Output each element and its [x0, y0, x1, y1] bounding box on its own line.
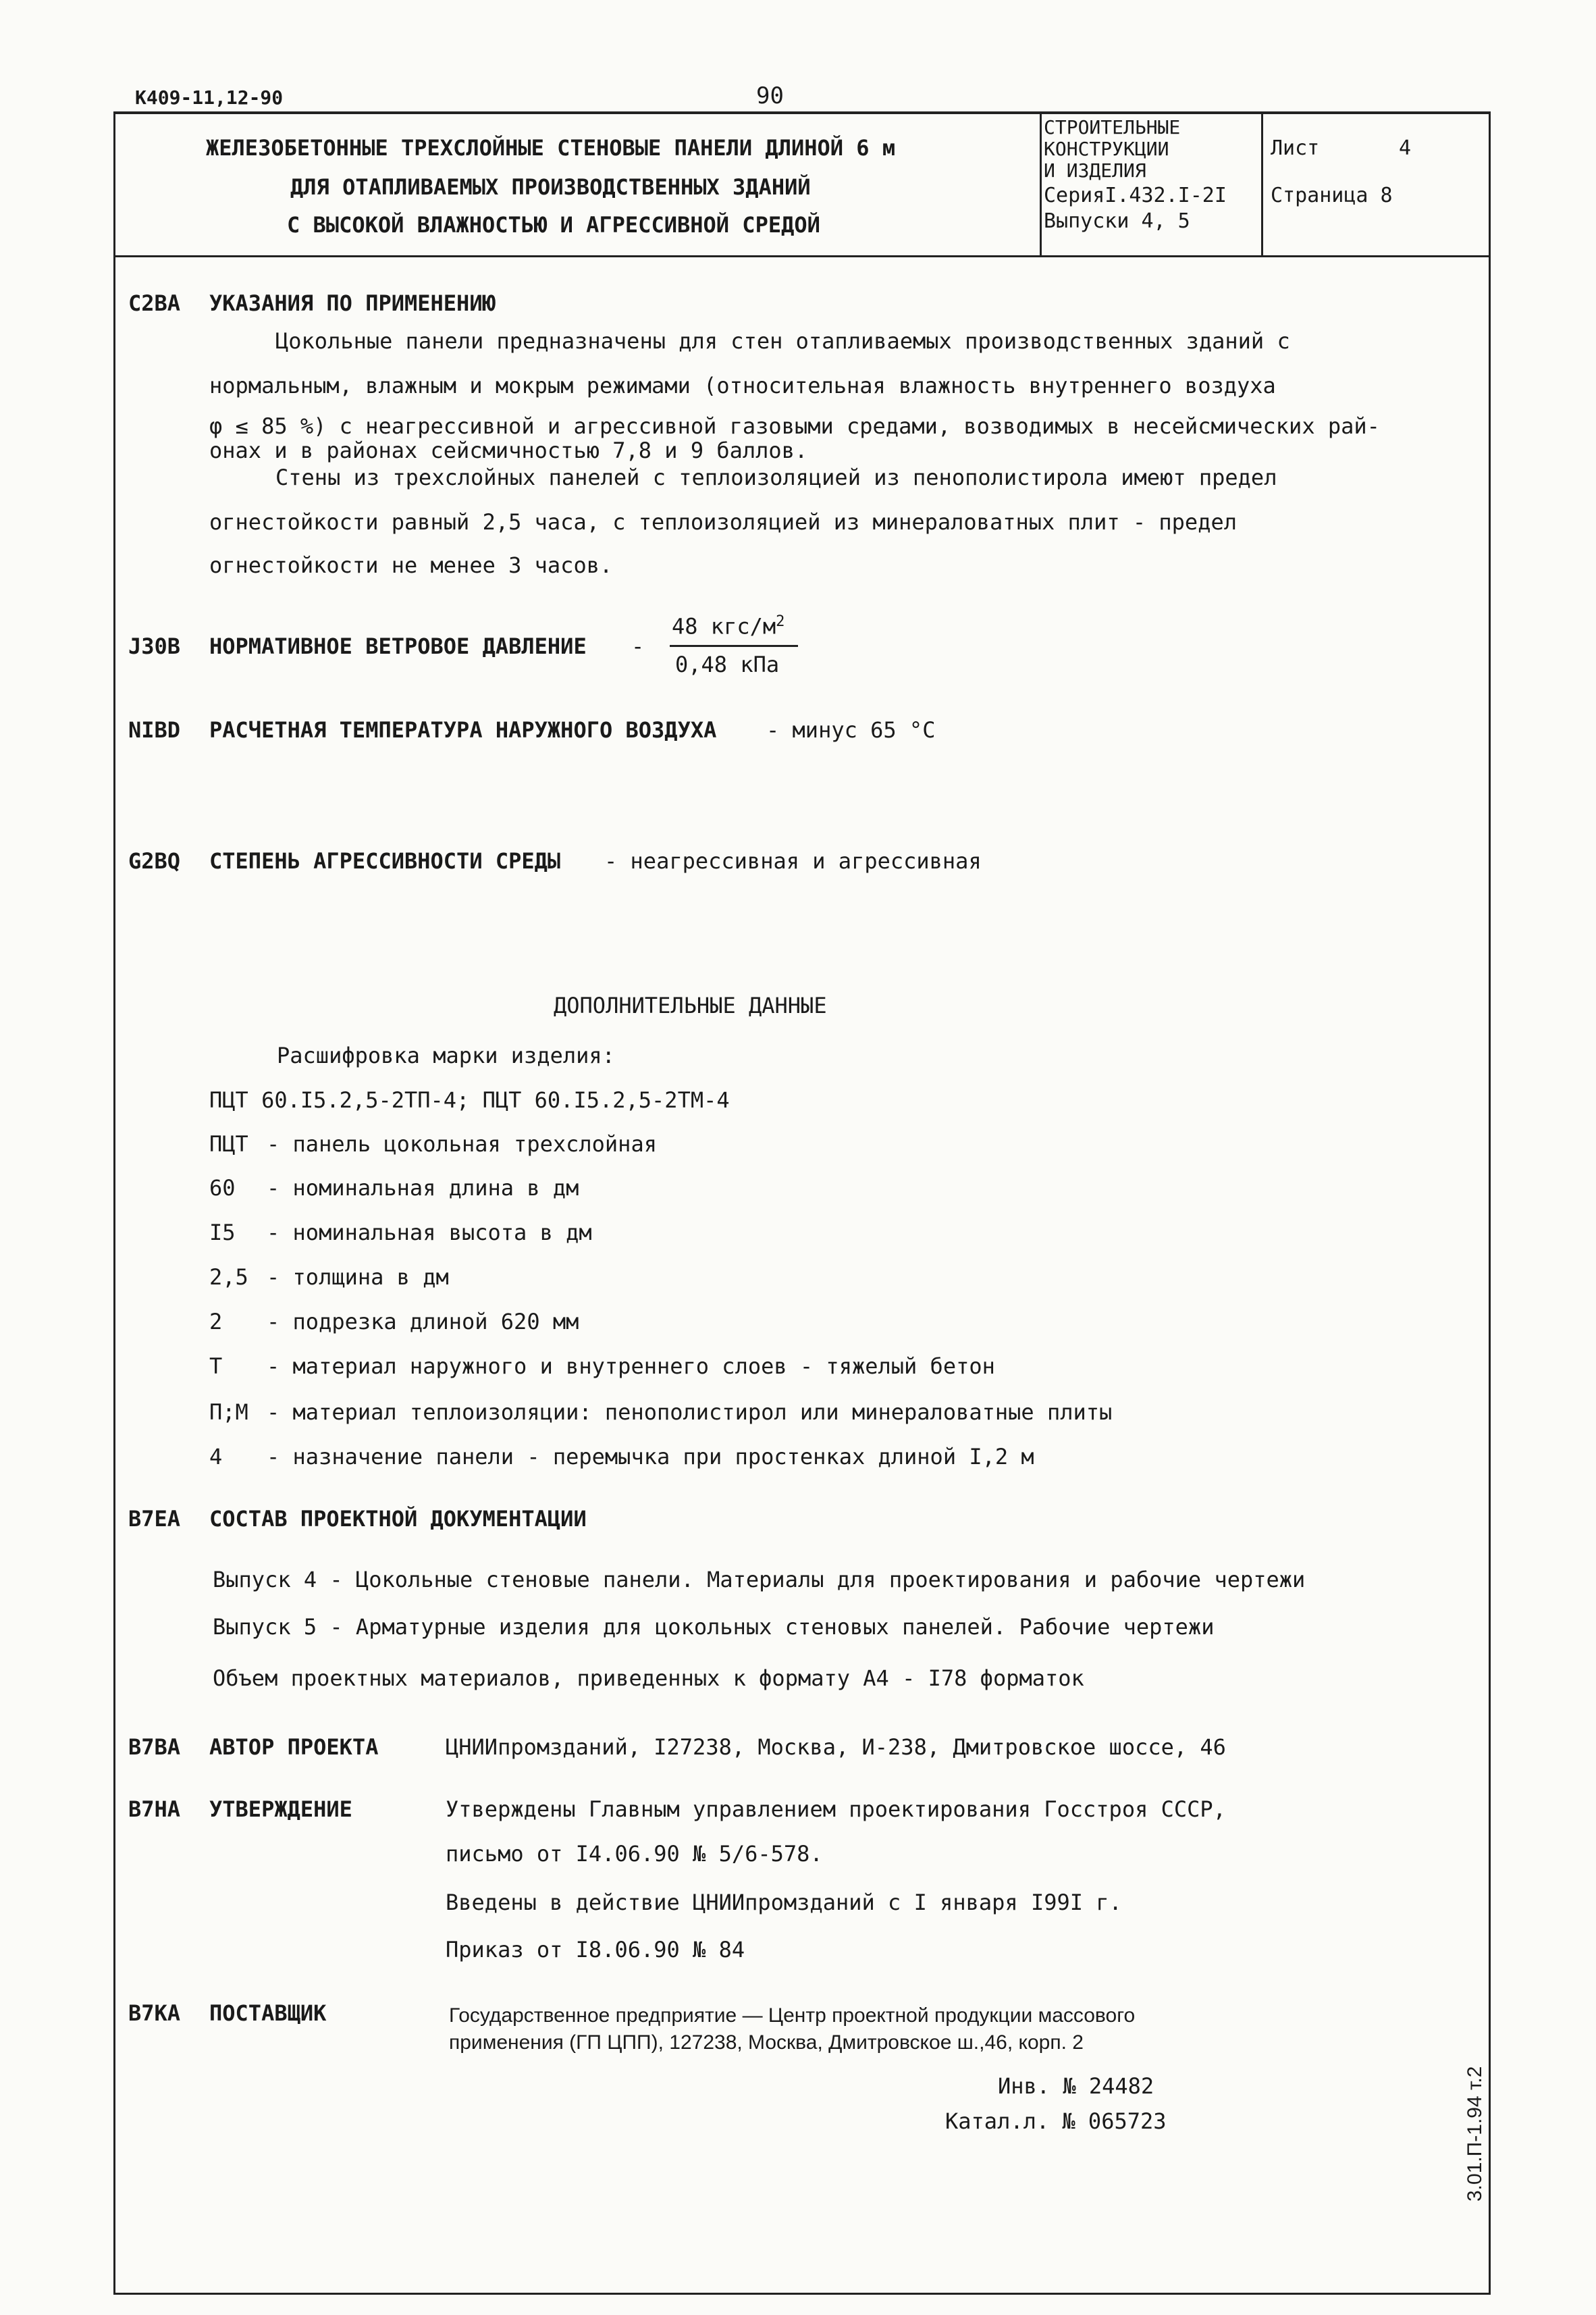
header-title-line: С ВЫСОКОЙ ВЛАЖНОСТЬЮ И АГРЕССИВНОЙ СРЕДОЙ	[287, 212, 820, 238]
frame-right-rule	[1489, 111, 1491, 2295]
header-divider-1	[1040, 113, 1042, 257]
paragraph-line: онах и в районах сейсмичностью 7,8 и 9 баллов.	[209, 438, 808, 463]
section-code: B7KA	[128, 2000, 181, 2026]
section-title: СТЕПЕНЬ АГРЕССИВНОСТИ СРЕДЫ	[209, 848, 561, 874]
legend-key: ПЦТ	[209, 1131, 248, 1157]
legend-key: 2	[209, 1309, 223, 1334]
section-code: B7HA	[128, 1796, 181, 1822]
category-line: КОНСТРУКЦИИ	[1044, 138, 1169, 160]
fraction-denominator: 0,48 кПа	[675, 652, 780, 677]
page-label: Страница 8	[1271, 184, 1393, 207]
section-value: - минус 65 °С	[766, 717, 936, 743]
header-title-line: ДЛЯ ОТАПЛИВАЕМЫХ ПРОИЗВОДСТВЕННЫХ ЗДАНИЙ	[290, 174, 811, 200]
legend-value: - материал наружного и внутреннего слоев - тяжелый бетон	[267, 1353, 995, 1379]
section-title: УТВЕРЖДЕНИЕ	[209, 1796, 352, 1822]
dash: -	[631, 633, 645, 659]
paragraph-line: Выпуск 4 - Цокольные стеновые панели. Материалы для проектирования и рабочие чертежи	[213, 1567, 1306, 1592]
header-title-line: ЖЕЛЕЗОБЕТОННЫЕ ТРЕХСЛОЙНЫЕ СТЕНОВЫЕ ПАНЕЛИ ДЛИНОЙ 6 м	[206, 135, 896, 161]
section-title: НОРМАТИВНОЕ ВЕТРОВОЕ ДАВЛЕНИЕ	[209, 633, 587, 659]
legend-value: - номинальная длина в дм	[267, 1175, 579, 1201]
section-title: УКАЗАНИЯ ПО ПРИМЕНЕНИЮ	[209, 290, 496, 316]
legend-key: П;М	[209, 1399, 248, 1425]
paragraph-line: Цокольные панели предназначены для стен отапливаемых производственных зданий с	[275, 328, 1290, 354]
series-number: СерияI.432.I-2I	[1044, 184, 1227, 207]
legend-value: - номинальная высота в дм	[267, 1220, 592, 1245]
document-code: К409-11,12-90	[135, 86, 284, 109]
paragraph-line: письмо от I4.06.90 № 5/6-578.	[446, 1841, 823, 1867]
frame-bottom-rule	[113, 2293, 1491, 2295]
category-line: СТРОИТЕЛЬНЫЕ	[1044, 116, 1181, 138]
section-title: АВТОР ПРОЕКТА	[209, 1734, 379, 1760]
section-code: B7EA	[128, 1506, 181, 1532]
legend-value: - панель цокольная трехслойная	[267, 1131, 657, 1157]
marking-example: ПЦТ 60.I5.2,5-2ТП-4; ПЦТ 60.I5.2,5-2ТМ-4	[209, 1087, 730, 1113]
legend-key: 2,5	[209, 1264, 248, 1290]
catalog-sheet-number: Катал.л. № 065723	[945, 2108, 1167, 2134]
paragraph-line: Объем проектных материалов, приведенных к формату А4 - I78 форматок	[213, 1665, 1084, 1691]
supplier-line: применения (ГП ЦПП), 127238, Москва, Дмитровское ш.,46, корп. 2	[449, 2031, 1084, 2054]
fraction-numerator: 48 кгс/м	[672, 613, 776, 640]
additional-data-heading: ДОПОЛНИТЕЛЬНЫЕ ДАННЫЕ	[554, 993, 827, 1018]
legend-key: Т	[209, 1353, 223, 1379]
sheet-value: 4	[1399, 136, 1412, 160]
section-code: J30B	[128, 633, 181, 659]
header-bottom-rule	[113, 255, 1491, 257]
page-number: 90	[756, 82, 784, 109]
sheet-label: Лист	[1271, 136, 1320, 160]
legend-value: - назначение панели - перемычка при простенках длиной I,2 м	[267, 1444, 1034, 1469]
section-code: B7BA	[128, 1734, 181, 1760]
fraction-bar	[670, 645, 798, 647]
paragraph-line: огнестойкости равный 2,5 часа, с теплоизоляцией из минераловатных плит - предел	[209, 509, 1237, 535]
paragraph-line: Введены в действие ЦНИИпромзданий с I января I99I г.	[446, 1890, 1122, 1915]
paragraph-line: огнестойкости не менее 3 часов.	[209, 552, 613, 578]
paragraph-line: Выпуск 5 - Арматурные изделия для цокольных стеновых панелей. Рабочие чертежи	[213, 1614, 1215, 1640]
legend-key: I5	[209, 1220, 236, 1245]
section-title: СОСТАВ ПРОЕКТНОЙ ДОКУМЕНТАЦИИ	[209, 1506, 587, 1532]
section-code: NIBD	[128, 717, 181, 743]
section-code: G2BQ	[128, 848, 181, 874]
issues-number: Выпуски 4, 5	[1044, 209, 1190, 233]
section-code: C2BA	[128, 290, 181, 316]
legend-value: - подрезка длиной 620 мм	[267, 1309, 579, 1334]
legend-key: 60	[209, 1175, 236, 1201]
paragraph-line: φ ≤ 85 %) с неагрессивной и агрессивной газовыми средами, возводимых в несейсмических рай-	[209, 413, 1380, 439]
section-value: - неагрессивная и агрессивная	[604, 848, 982, 874]
category-line: И ИЗДЕЛИЯ	[1044, 159, 1146, 182]
header-top-rule	[113, 111, 1491, 114]
paragraph-line: Приказ от I8.06.90 № 84	[446, 1937, 745, 1962]
fraction-numerator-exponent: 2	[776, 613, 785, 630]
inventory-number: Инв. № 24482	[998, 2073, 1154, 2099]
side-stamp: 3.01.П-1.94 т.2	[1464, 2066, 1486, 2202]
marking-title: Расшифровка марки изделия:	[277, 1043, 615, 1068]
legend-value: - толщина в дм	[267, 1264, 449, 1290]
section-value: ЦНИИпромзданий, I27238, Москва, И-238, Дмитровское шоссе, 46	[446, 1734, 1226, 1760]
frame-left-rule	[113, 113, 115, 2295]
header-divider-2	[1261, 113, 1263, 257]
paragraph-line: Утверждены Главным управлением проектирования Госстроя СССР,	[446, 1796, 1226, 1822]
paragraph-line: нормальным, влажным и мокрым режимами (относительная влажность внутреннего воздуха	[209, 373, 1276, 398]
legend-value: - материал теплоизоляции: пенополистирол или минераловатные плиты	[267, 1399, 1113, 1425]
supplier-line: Государственное предприятие — Центр проектной продукции массового	[449, 2004, 1136, 2027]
section-title: ПОСТАВЩИК	[209, 2000, 327, 2026]
legend-key: 4	[209, 1444, 223, 1469]
section-title: РАСЧЕТНАЯ ТЕМПЕРАТУРА НАРУЖНОГО ВОЗДУХА	[209, 717, 717, 743]
paragraph-line: Стены из трехслойных панелей с теплоизоляцией из пенополистирола имеют предел	[275, 465, 1277, 490]
